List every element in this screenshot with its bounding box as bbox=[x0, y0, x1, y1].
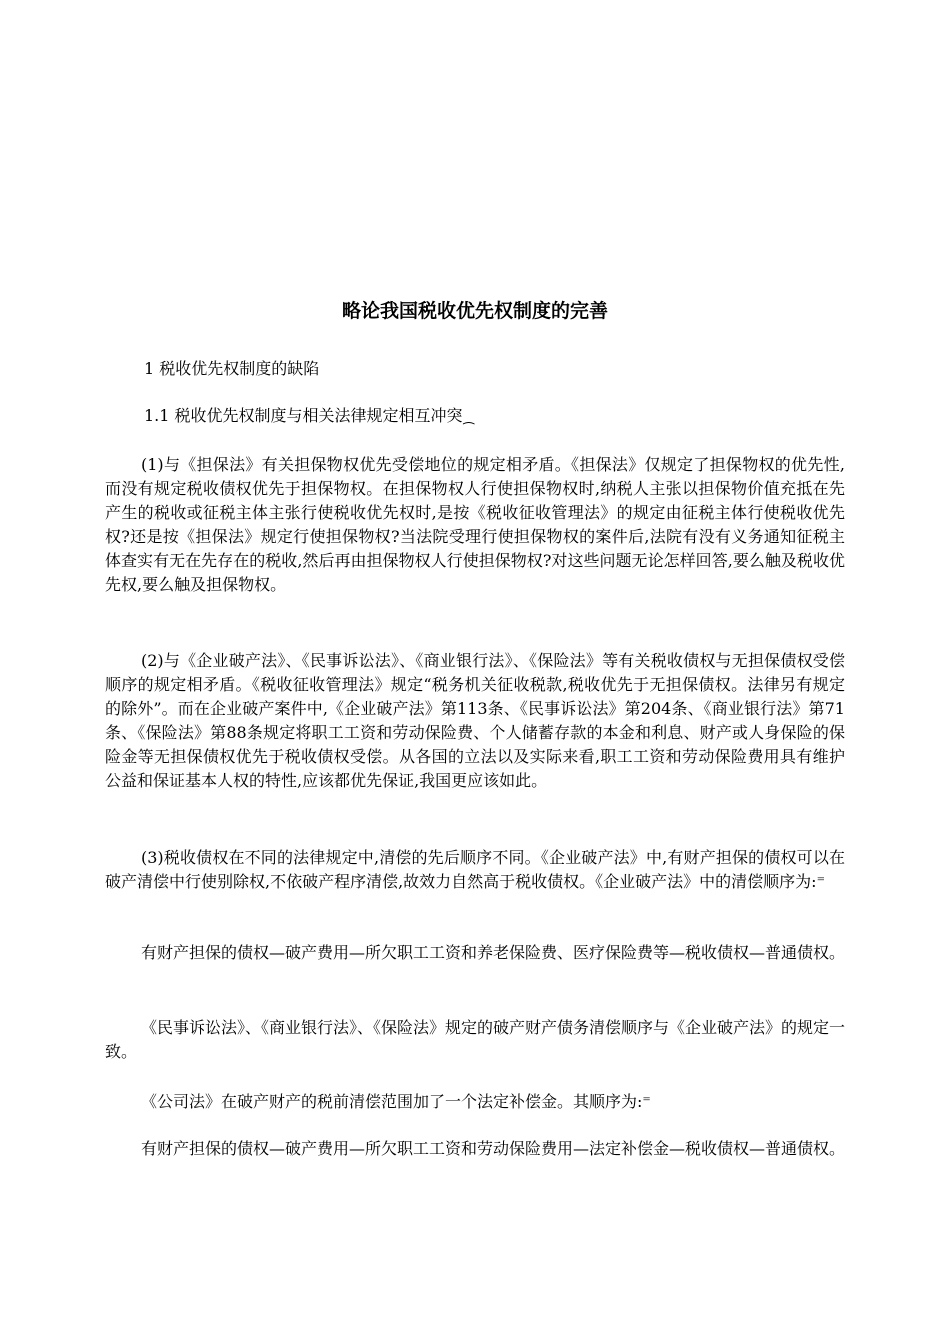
paragraph-1: (1)与《担保法》有关担保物权优先受偿地位的规定相矛盾。《担保法》仅规定了担保物权的优先性,而没有规定税收债权优先于担保物权。在担保物权人行使担保物权时,纳税人主张以担保物价值充抵在先产生的税收或征税主体主张行使税收优先权时,是按《税收征收管理法》的规定由征税主体行使税收优先权?还是按《担保法》规定行使担保物权?当法院受理行使担保物权的案件后,法院有没有义务通知征税主体查实有无在先存在的税收,然后再由担保物权人行使担保物权?对这些问题无论怎样回答,要么触及税收优先权,要么触及担保物权。 bbox=[105, 455, 845, 594]
paragraph-6: 《公司法》在破产财产的税前清偿范围加了一个法定补偿金。其顺序为:⁼ bbox=[141, 1092, 651, 1111]
paragraph-7: 有财产担保的债权—破产费用—所欠职工工资和劳动保险费用—法定补偿金—税收债权—普通债权。 bbox=[141, 1139, 846, 1158]
section-heading-1: 1 税收优先权制度的缺陷 bbox=[144, 359, 320, 378]
paragraph-5: 《民事诉讼法》、《商业银行法》、《保险法》规定的破产财产债务清偿顺序与《企业破产法》的规定一致。 bbox=[105, 1018, 846, 1061]
page-title: 略论我国税收优先权制度的完善 bbox=[341, 300, 608, 322]
section-heading-1-1-text: 1.1 税收优先权制度与相关法律规定相互冲突 bbox=[144, 406, 463, 425]
paragraph-4: 有财产担保的债权—破产费用—所欠职工工资和养老保险费、医疗保险费等—税收债权—普通债权。 bbox=[141, 943, 846, 962]
paragraph-2: (2)与《企业破产法》、《民事诉讼法》、《商业银行法》、《保险法》等有关税收债权与无担保债权受偿顺序的规定相矛盾。《税收征收管理法》规定“税务机关征收税款,税收优先于无担保债权。法律另有规定的除外”。而在企业破产案件中,《企业破产法》第113条、《民事诉讼法》第204条、《商业银行法》第71条、《保险法》第88条规定将职工工资和劳动保险费、个人储蓄存款的本金和利息、财产或人身保险的保险金等无担保债权优先于税收债权受偿。从各国的立法以及实际来看,职工工资和劳动保险费用具有维护公益和保证基本人权的特性,应该都优先保证,我国更应该如此。 bbox=[105, 651, 845, 790]
section-heading-1-1 bbox=[144, 404, 844, 430]
paragraph-3: (3)税收债权在不同的法律规定中,清偿的先后顺序不同。《企业破产法》中,有财产担保的债权可以在破产清偿中行使别除权,不依破产程序清偿,故效力自然高于税收债权。《企业破产法》中的清偿顺序为:⁼ bbox=[105, 848, 845, 891]
section-mark: ⁔ bbox=[463, 410, 474, 425]
